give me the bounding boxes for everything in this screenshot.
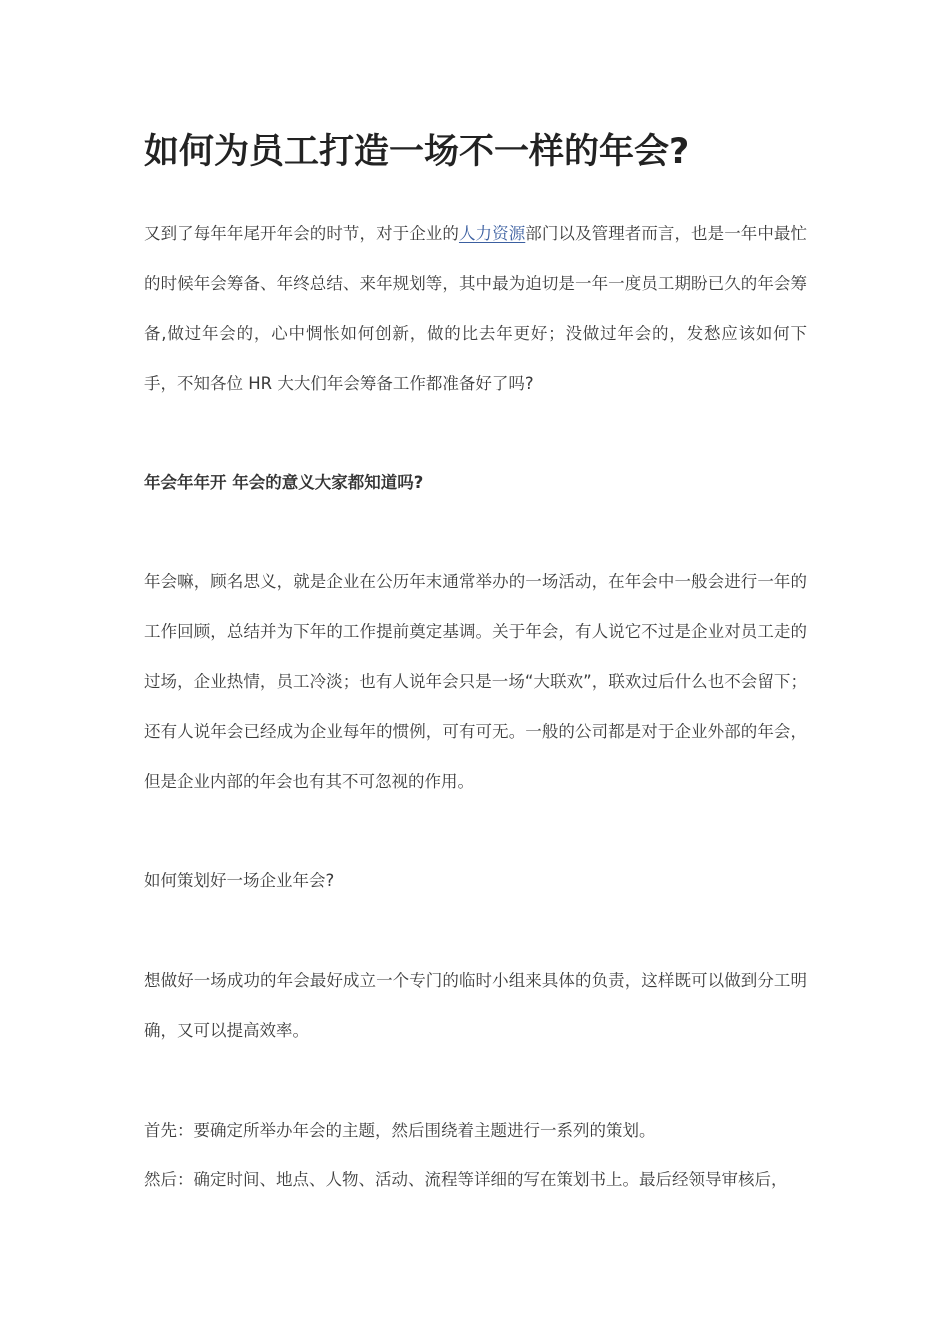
step-then-paragraph: 然后：确定时间、地点、人物、活动、流程等详细的写在策划书上。最后经领导审核后，	[144, 1170, 788, 1189]
section-heading-planning: 如何策划好一场企业年会?	[144, 871, 335, 890]
planning-paragraph: 想做好一场成功的年会最好成立一个专门的临时小组来具体的负责，这样既可以做到分工明确，又可以提高效率。	[144, 971, 807, 1040]
intro-text-after-link: 部门以及管理者而言，也是一年中最忙的时候年会筹备、年终总结、来年规划等，其中最为迫切是一年一度员工期盼已久的年会筹备,做过年会的，心中惆怅如何创新，做的比去年更好；没做过年会的，发愁应该如何下手，不知各位 HR 大大们年会筹备工作都准备好了吗?	[144, 224, 808, 393]
intro-paragraph	[144, 209, 807, 409]
intro-text-before-link: 又到了每年年尾开年会的时节，对于企业的	[144, 224, 459, 243]
hr-link[interactable]: 人力资源	[458, 224, 526, 243]
section-heading-meaning: 年会年年开 年会的意义大家都知道吗?	[144, 473, 424, 492]
step-first-paragraph: 首先：要确定所举办年会的主题，然后围绕着主题进行一系列的策划。	[144, 1121, 656, 1140]
meaning-paragraph: 年会嘛，顾名思义，就是企业在公历年末通常举办的一场活动，在年会中一般会进行一年的工作回顾，总结并为下年的工作提前奠定基调。关于年会，有人说它不过是企业对员工走的过场，企业热情，员工冷淡；也有人说年会只是一场“大联欢”，联欢过后什么也不会留下；还有人说年会已经成为企业每年的惯例，可有可无。一般的公司都是对于企业外部的年会，但是企业内部的年会也有其不可忽视的作用。	[144, 572, 807, 791]
article-title: 如何为员工打造一场不一样的年会?	[144, 132, 690, 172]
